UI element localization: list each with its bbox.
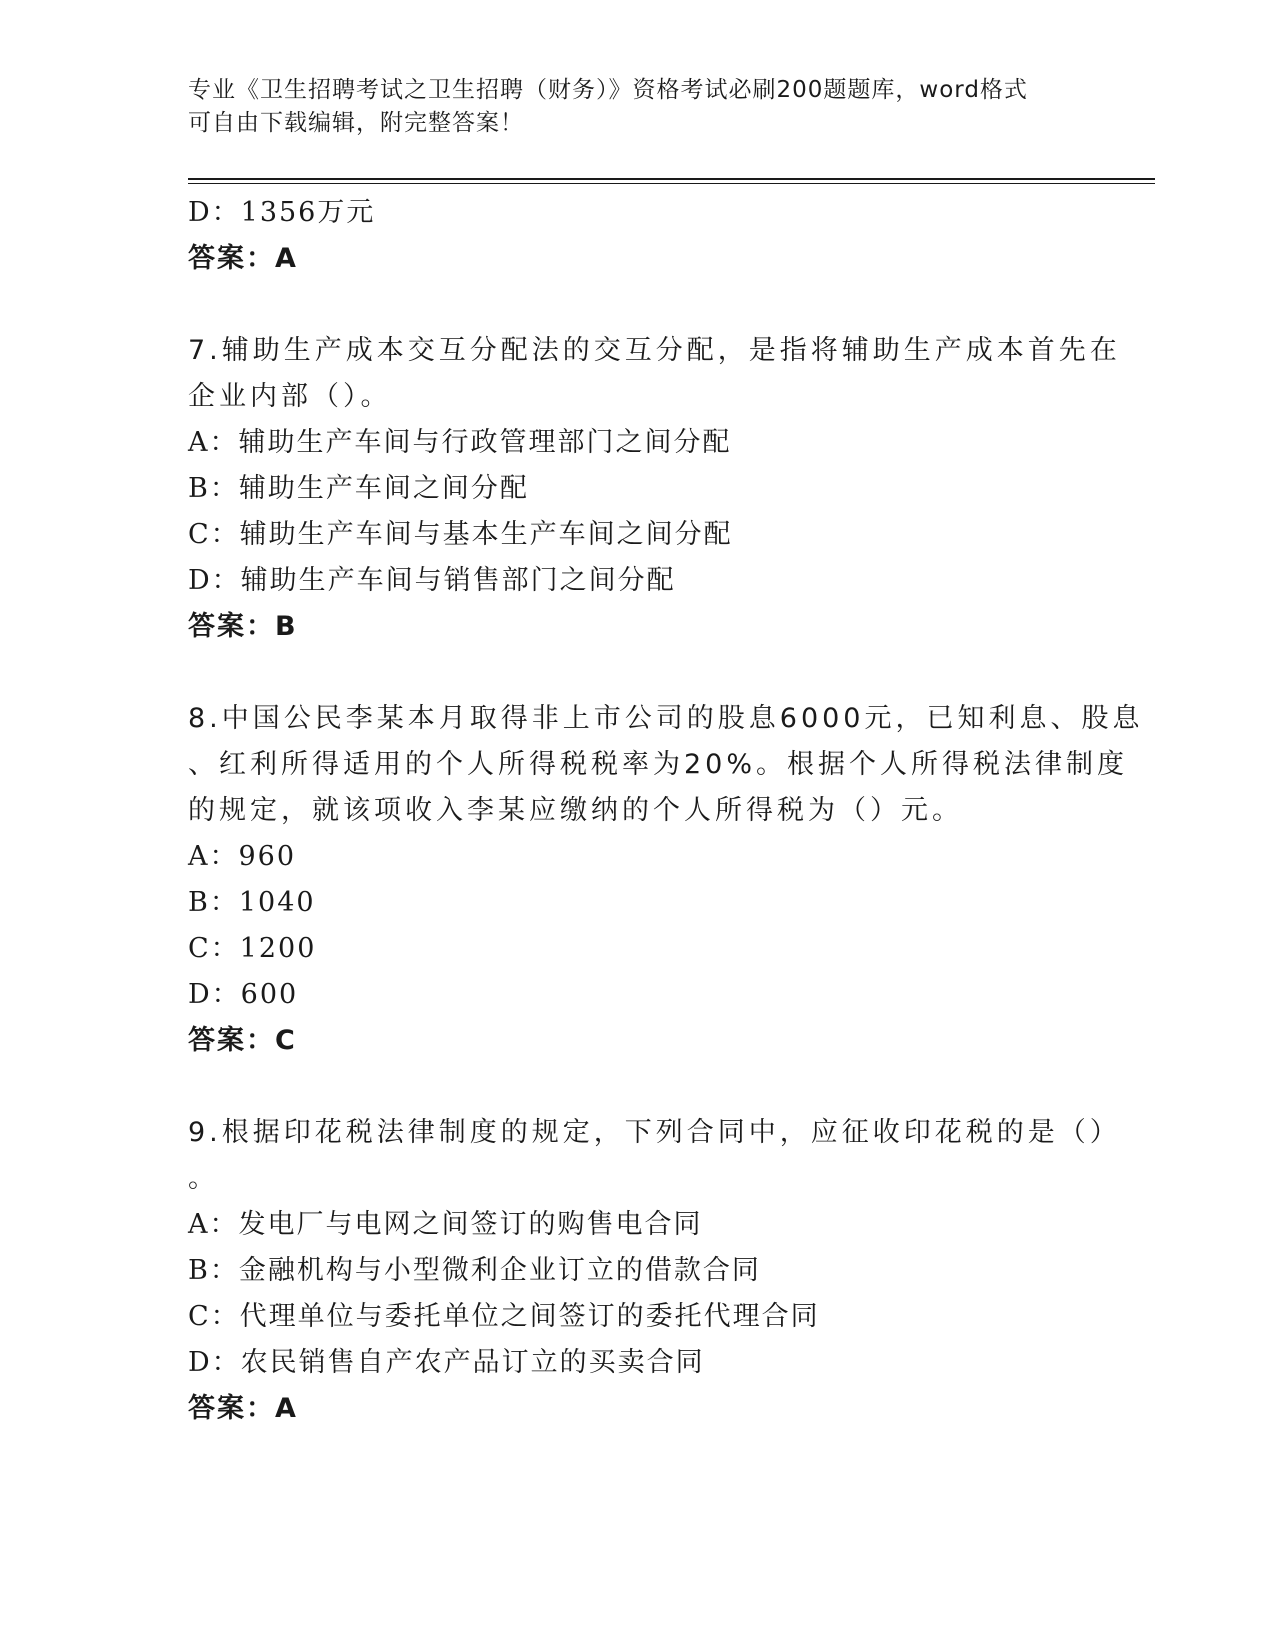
- option-b: B：辅助生产车间之间分配: [188, 473, 529, 504]
- question-8: [188, 696, 1144, 1064]
- option-d: D：600: [188, 979, 299, 1010]
- option-d: D：1356万元: [188, 197, 376, 228]
- answer-line: 答案：B: [188, 611, 298, 642]
- option-c: C：1200: [188, 933, 317, 964]
- question-text-line: 企业内部（）。: [188, 381, 392, 412]
- answer-line: 答案：A: [188, 1393, 298, 1424]
- question-text-line: 的规定，就该项收入李某应缴纳的个人所得税为（）元。: [188, 795, 963, 826]
- option-a: A：辅助生产车间与行政管理部门之间分配: [188, 427, 732, 458]
- question-text-line: 。: [188, 1163, 219, 1194]
- question-7: [188, 328, 1121, 650]
- option-a: A：960: [188, 841, 297, 872]
- question-text-line: 、红利所得适用的个人所得税税率为20%。根据个人所得税法律制度: [188, 749, 1129, 780]
- header-line-2: 可自由下载编辑，附完整答案！: [188, 110, 524, 136]
- header-divider-thin: [188, 183, 1155, 184]
- header-line-1: 专业《卫生招聘考试之卫生招聘（财务）》资格考试必刷200题题库，word格式: [188, 77, 1028, 103]
- option-a: A：发电厂与电网之间签订的购售电合同: [188, 1209, 703, 1240]
- page-header: [188, 74, 1068, 140]
- question-text-line: 8.中国公民李某本月取得非上市公司的股息6000元，已知利息、股息: [188, 703, 1144, 734]
- option-d: D：辅助生产车间与销售部门之间分配: [188, 565, 676, 596]
- option-c: C：代理单位与委托单位之间签订的委托代理合同: [188, 1301, 820, 1332]
- spacer: [188, 1064, 1088, 1110]
- spacer: [188, 282, 1088, 328]
- question-content: [188, 190, 1144, 1432]
- spacer: [188, 650, 1088, 696]
- question-9: [188, 1110, 1121, 1432]
- question-text-line: 7.辅助生产成本交互分配法的交互分配，是指将辅助生产成本首先在: [188, 335, 1121, 366]
- previous-question-tail: [188, 190, 1088, 282]
- header-divider-thick: [188, 178, 1155, 180]
- option-c: C：辅助生产车间与基本生产车间之间分配: [188, 519, 733, 550]
- answer-line: 答案：C: [188, 1025, 297, 1056]
- option-b: B：金融机构与小型微利企业订立的借款合同: [188, 1255, 761, 1286]
- answer-line: 答案：A: [188, 243, 298, 274]
- option-d: D：农民销售自产农产品订立的买卖合同: [188, 1347, 705, 1378]
- option-b: B：1040: [188, 887, 316, 918]
- question-text-line: 9.根据印花税法律制度的规定，下列合同中，应征收印花税的是（）: [188, 1117, 1121, 1148]
